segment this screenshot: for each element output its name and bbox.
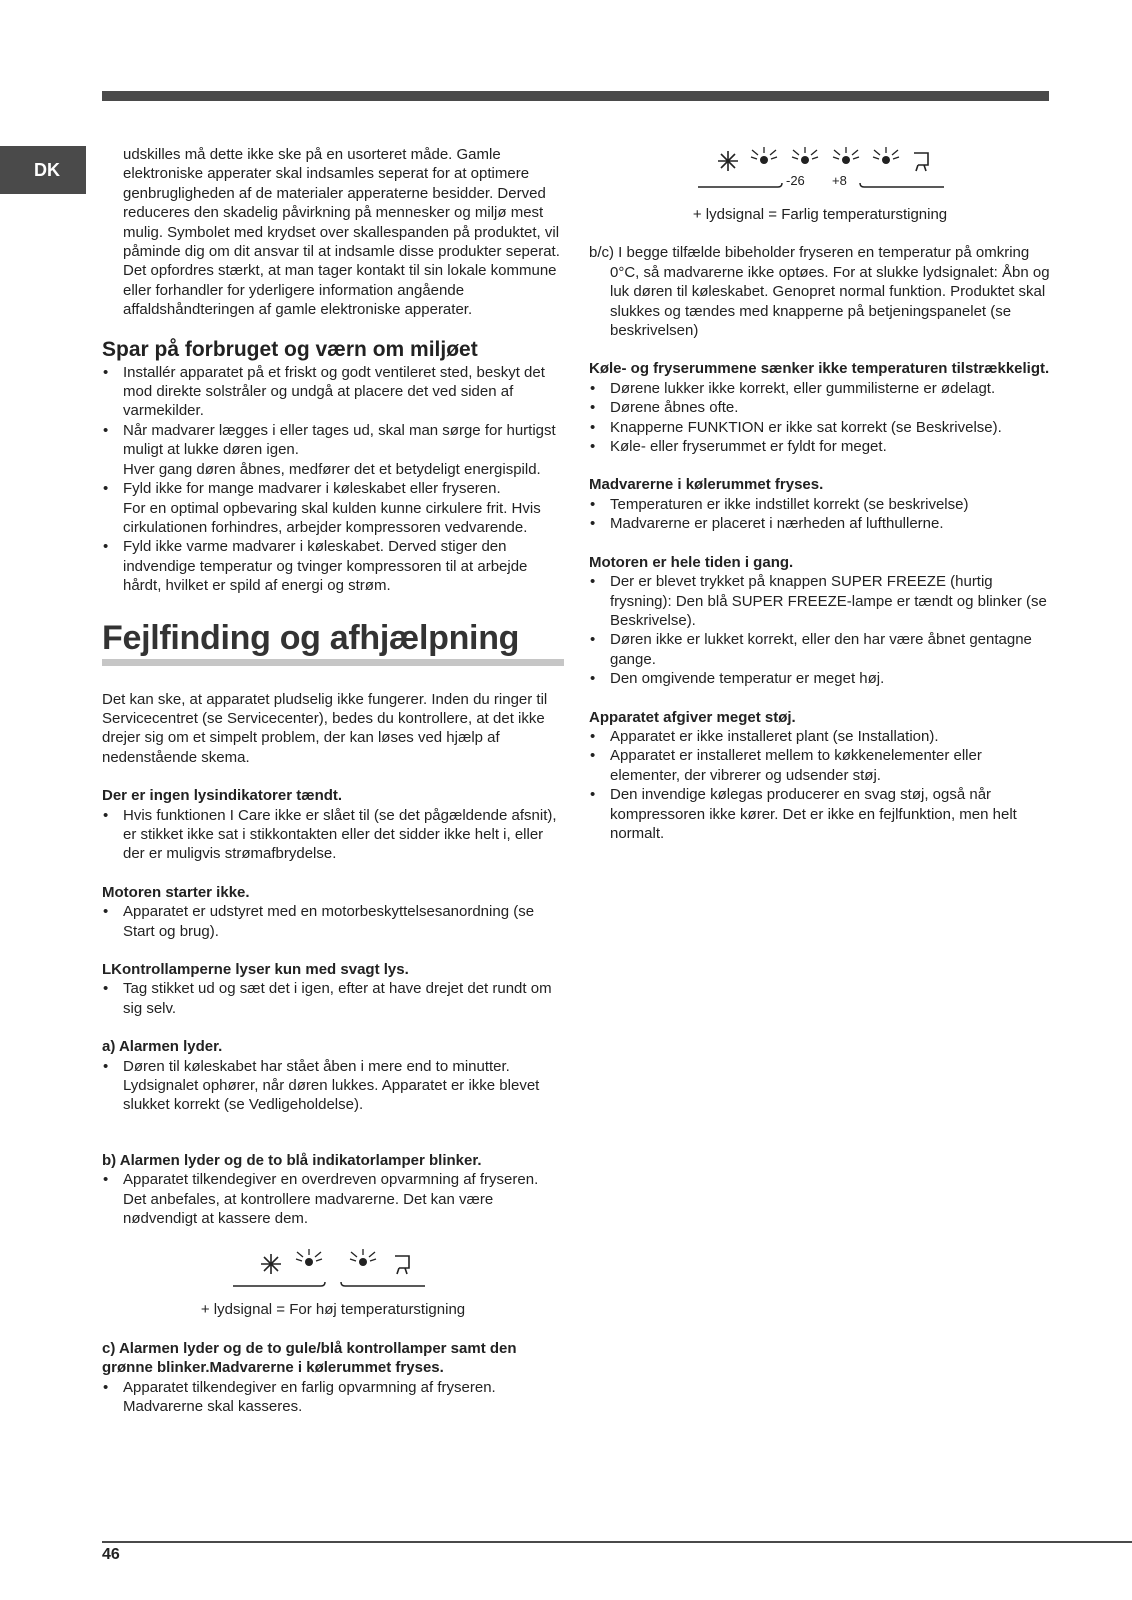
problem-heading: a) Alarmen lyder. [102,1038,223,1056]
indicator-diagram-large [690,145,950,193]
language-tab [0,146,86,194]
snowflake-icon [718,151,738,171]
page-title: Fejlfinding og afhjælpning [102,619,564,666]
list-item: • Apparatet er ikke installeret plant (se Installation). [589,727,1051,746]
list-item: • Madvarerne er placeret i nærheden af lufthullerne. [589,514,1051,533]
list-item: • Der er blevet trykket på knappen SUPER FREEZE (hurtig frysning): Den blå SUPER FREEZE-lampe er tændt og blinker (se Beskrivelse). [589,572,1051,630]
list-item: • Den omgivende temperatur er meget høj. [589,669,1051,688]
blinking-lamp-icon [350,1249,376,1266]
list-item: • Fyld ikke varme madvarer i køleskabet. Derved stiger den indvendige temperatur og tvinger kompressoren til at arbejde hårdt, hvilket er spild af energi og strøm. [102,537,564,595]
list-item: • Køle- eller fryserummet er fyldt for meget. [589,437,1051,456]
diagram-caption: + lydsignal = Farlig temperaturstigning [692,206,948,223]
problem-heading: Motoren starter ikke. [102,883,250,901]
problem-heading: Madvarerne i kølerummet fryses. [589,476,824,494]
intro-paragraph: udskilles må dette ikke ske på en usorteret måde. Gamle elektroniske apperater skal indsamles seperat for at optimere genbrugligheden af de materialer apperaterne besidder. Derved reduceres den skadelig påvirkning på mennesker og miljø mest mulig. Symbolet med krydset over skallespanden på produktet, vil påminde dig om dit ansvar til at indsamle disse produkter seperat. [123,146,560,261]
list-item: • Apparatet er installeret mellem to køkkenelementer eller elementer, der vibrerer og udsender støj. [589,746,1051,785]
problem-list [589,379,1051,457]
list-item: • Apparatet er udstyret med en motorbeskyttelsesanordning (se Start og brug). [102,902,564,941]
page-number: 46 [102,1546,120,1563]
blinking-lamp-icon [751,147,777,164]
list-item-extra: For en optimal opbevaring skal kulden kunne cirkulere frit. Hvis cirkulationen forhindres, arbejder kompressoren vedvarende. [123,499,541,536]
alarm-icon [395,1256,409,1274]
problem-heading: Køle- og fryserummene sænker ikke temperaturen tilstrækkeligt. [589,360,1050,378]
list-item: • Installér apparatet på et friskt og godt ventileret sted, beskyt det mod direkte solstråler og undgå at placere det ved siden af varmekilder. [102,363,564,421]
list-item: • Når madvarer lægges i eller tages ud, skal man sørge for hurtigst muligt at lukke døren igen. Hver gang døren åbnes, medfører det et betydeligt energispild. [102,421,564,479]
diagram-label-max: +8 [832,173,847,188]
indicator-diagram-small [233,1244,433,1292]
list-item: • Døren til køleskabet har stået åben i mere end to minutter. Lydsignalet ophører, når døren lukkes. Apparatet er ikke blevet slukket korrekt (se Vedligeholdelse). [102,1057,564,1115]
list-item: • Fyld ikke for mange madvarer i køleskabet eller fryseren. For en optimal opbevaring skal kulden kunne cirkulere frit. Hvis cirkulationen forhindres, arbejder kompressoren vedvarende. [102,479,564,537]
problem-heading: Der er ingen lysindikatorer tændt. [102,787,343,805]
diagram-label-min: -26 [786,173,805,188]
list-item: • Apparatet tilkendegiver en overdreven opvarmning af fryseren. Det anbefales, at kontrollere madvarerne. Det kan være nødvendigt at kassere dem. [102,1170,564,1228]
list-item: • Knapperne FUNKTION er ikke sat korrekt (se Beskrivelse). [589,418,1051,437]
problem-heading: b) Alarmen lyder og de to blå indikatorlamper blinker. [102,1151,482,1169]
blinking-lamp-icon [792,147,818,164]
language-label: DK [34,159,60,180]
blinking-lamp-icon [873,147,899,164]
list-item-extra: Hver gang døren åbnes, medfører det et betydeligt energispild. [123,460,541,478]
problem-list [589,727,1051,843]
problem-list [589,495,1051,534]
intro-paragraph: Det opfordres stærkt, at man tager kontakt til sin lokale kommune eller forhandler for yderligere information angående affaldshåndteringen af gamle elektroniske apperater. [123,262,557,319]
trouble-intro: Det kan ske, at apparatet pludselig ikke fungerer. Inden du ringer til Servicecentret (se Servicecenter), bedes du kontrollere, at det ikke drejer sig om et simpelt problem, der kan løses ved hjælp af nedenstående skema. [102,690,548,766]
list-item: • Den invendige kølegas producerer en svag støj, også når kompressoren ikke kører. Det er ikke en fejlfunktion, men helt normalt. [589,785,1051,843]
bc-paragraph: b/c) I begge tilfælde bibeholder fryseren en temperatur på omkring 0°C, så madvarerne ikke optøes. For at slukke lydsignalet: Åbn og luk døren til køleskabet. Genopret normal funktion. Produktet skal slukkes og tændes med knapperne på betjeningspanelet (se beskrivelsen) [589,244,1050,340]
diagram-caption: + lydsignal = For høj temperaturstigning [200,1301,466,1319]
footer-rule [102,1541,1132,1543]
blinking-lamp-icon [296,1249,322,1266]
list-item: • Dørene lukker ikke korrekt, eller gummilisterne er ødelagt. [589,379,1051,398]
problem-heading: LKontrollamperne lyser kun med svagt lys. [102,961,409,978]
left-column [102,145,564,1417]
right-column [589,145,1051,843]
blinking-lamp-icon [833,147,859,164]
section-heading: Spar på forbruget og værn om miljøet [102,337,478,361]
header-bar [102,91,1049,101]
list-item-extra: Det anbefales, at kontrollere madvarerne. Det kan være nødvendigt at kassere dem. [123,1190,494,1228]
list-item: • Døren ikke er lukket korrekt, eller den har være åbnet gentagne gange. [589,630,1051,669]
list-item: • Dørene åbnes ofte. [589,398,1051,417]
list-item: • Apparatet tilkendegiver en farlig opvarmning af fryseren. Madvarerne skal kasseres. [102,1378,564,1417]
snowflake-icon [261,1254,281,1274]
alarm-icon [914,153,928,171]
problem-heading: Motoren er hele tiden i gang. [589,553,794,571]
problem-heading: Apparatet afgiver meget støj. [589,708,796,726]
save-list [102,363,564,596]
problem-list [589,572,1051,688]
list-item: • Tag stikket ud og sæt det i igen, efter at have drejet det rundt om sig selv. [102,979,564,1018]
list-item: • Hvis funktionen I Care ikke er slået til (se det pågældende afsnit), er stikket ikke sat i stikkontakten eller det sidder ikke helt i, eller der er muligvis strømafbrydelse. [102,806,564,864]
list-item: • Temperaturen er ikke indstillet korrekt (se beskrivelse) [589,495,1051,514]
problem-heading: c) Alarmen lyder og de to gule/blå kontrollamper samt den grønne blinker.Madvarerne i kølerummet fryses. [102,1339,517,1377]
